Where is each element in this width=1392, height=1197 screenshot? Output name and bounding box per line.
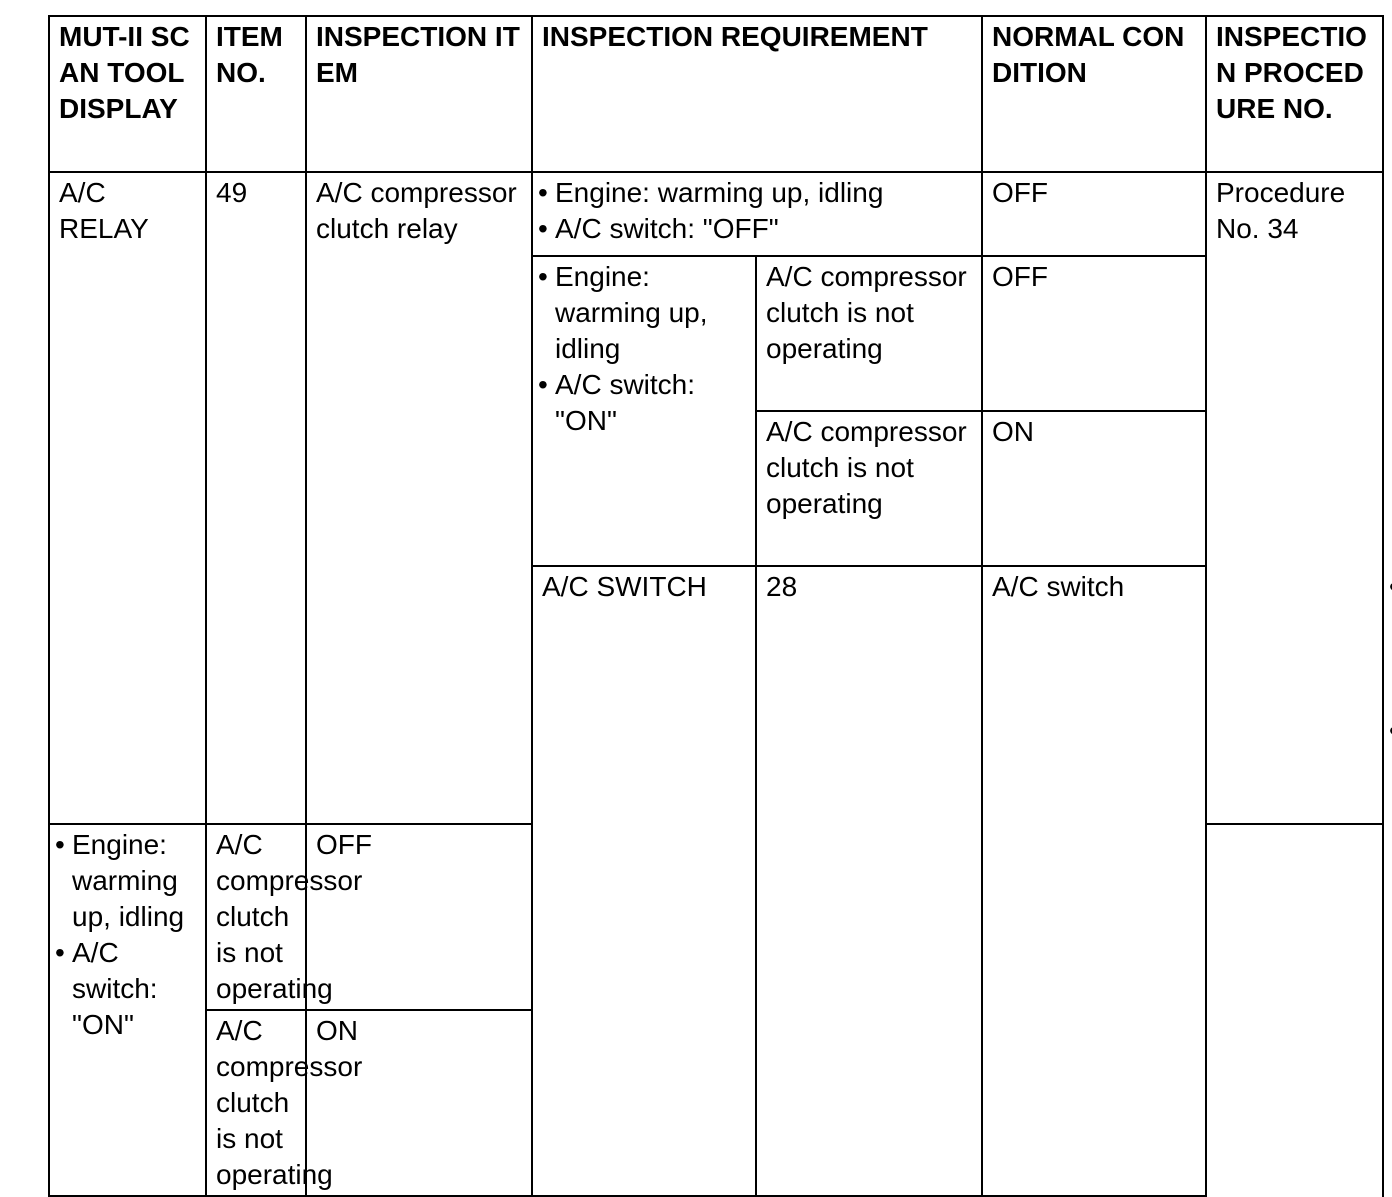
inspection-item-cell: A/C compressor clutch relay	[306, 172, 532, 824]
normal-condition-cell: ON	[982, 411, 1206, 566]
header-inspection-requirement: INSPECTION REQUIREMENT	[532, 16, 982, 172]
requirement-bullet: • Engine: warming up, idling	[555, 259, 747, 367]
requirement-bullet: • A/C switch: "ON"	[555, 367, 747, 439]
inspection-table	[48, 15, 1384, 1197]
header-display: MUT-II SCAN TOOL DISPLAY	[49, 16, 206, 172]
requirement-bullet: • A/C switch: "OFF"	[555, 211, 973, 247]
requirement-list	[542, 259, 747, 439]
requirement-cell	[532, 256, 756, 566]
requirement-bullet: • Engine: warming up, idling	[555, 175, 973, 211]
inspection-item-cell: A/C switch	[982, 566, 1206, 1196]
normal-condition-cell: OFF	[982, 172, 1206, 256]
header-normal-condition: NORMAL CONDITION	[982, 16, 1206, 172]
header-inspection-item: INSPECTION ITEM	[306, 16, 532, 172]
header-item-no: ITEM NO.	[206, 16, 306, 172]
sub-condition-cell: A/C compressor clutch is not operating	[206, 824, 306, 1010]
requirement-bullet: • Engine: warming up, idling	[72, 827, 197, 935]
requirement-cell	[532, 172, 982, 256]
requirement-bullet: • A/C switch: "ON"	[72, 935, 197, 1043]
normal-condition-cell: ON	[306, 1010, 532, 1196]
procedure-cell: Procedure No. 34	[1206, 172, 1383, 824]
header-row	[49, 16, 1383, 172]
display-cell: A/C SWITCH	[532, 566, 756, 1196]
normal-condition-cell: OFF	[306, 824, 532, 1010]
header-procedure-no: INSPECTION PROCEDURE NO.	[1206, 16, 1383, 172]
requirement-list	[542, 175, 973, 247]
sub-condition-cell: A/C compressor clutch is not operating	[756, 411, 982, 566]
sub-condition-cell: A/C compressor clutch is not operating	[756, 256, 982, 411]
table-row	[49, 172, 1383, 256]
display-cell: A/C RELAY	[49, 172, 206, 824]
sub-condition-cell: A/C compressor clutch is not operating	[206, 1010, 306, 1196]
requirement-list	[59, 827, 197, 1043]
item-no-cell: 28	[756, 566, 982, 1196]
normal-condition-cell: OFF	[982, 256, 1206, 411]
requirement-cell	[49, 824, 206, 1196]
item-no-cell: 49	[206, 172, 306, 824]
